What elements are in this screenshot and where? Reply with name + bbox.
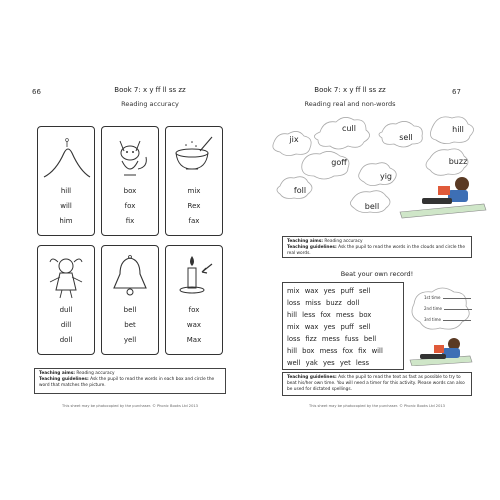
card-word[interactable]: wax <box>186 321 202 329</box>
right-footer: This sheet may be photocopied by the purchaser. © Phonic Books Ltd 2013 <box>309 404 445 408</box>
aims-label: Teaching aims: <box>39 371 76 376</box>
card-word[interactable]: fox <box>188 306 200 314</box>
time-entry-2[interactable]: 2nd time <box>424 306 472 311</box>
guidelines-text: Ask the pupil to read the words in the clouds and circle the real words. <box>287 245 465 256</box>
guidelines-text: Ask the pupil to read the words in each box and circle the word that matches the picture. <box>39 377 215 388</box>
grid-row: loss miss buzz doll <box>287 299 360 307</box>
right-page-subtitle: Reading real and non-words <box>304 100 396 108</box>
right-page-title: Book 7: x y ff ll ss zz <box>314 86 386 94</box>
card-word[interactable]: hill <box>60 187 72 195</box>
cloud-word[interactable]: buzz <box>448 157 468 166</box>
grid-row: well yak yes yet less <box>287 359 370 367</box>
cloud-word[interactable]: hill <box>452 125 464 134</box>
right-teaching-box-2 <box>282 372 472 396</box>
word-card-hill <box>37 126 95 236</box>
word-card-doll <box>37 245 95 355</box>
aims-text: Reading accuracy <box>324 239 363 244</box>
left-page-number: 66 <box>32 88 41 96</box>
card-word[interactable]: fax <box>188 217 200 225</box>
cloud-word[interactable]: sell <box>399 133 413 142</box>
card-word[interactable]: dill <box>60 321 72 329</box>
cloud-word[interactable]: goff <box>331 158 347 167</box>
time-entry-1[interactable]: 1st time <box>424 295 471 300</box>
cloud-word[interactable]: bell <box>364 202 380 211</box>
cloud-shape <box>314 117 369 149</box>
card-word[interactable]: bell <box>123 306 137 314</box>
fox-icon <box>102 131 158 183</box>
left-page-title: Book 7: x y ff ll ss zz <box>114 86 186 94</box>
card-word[interactable]: box <box>123 187 137 195</box>
left-page-subtitle: Reading accuracy <box>121 100 179 108</box>
candle-wax-icon <box>166 250 222 302</box>
word-card-fox <box>101 126 159 236</box>
guidelines-text: Ask the pupil to read the text as fast as possible to try to beat his/her own time. You will need a timer for this activity. Please words can also be used for dictated spellings. <box>287 375 465 392</box>
grid-row: loss fizz mess fuss bell <box>287 335 377 343</box>
card-word[interactable]: dull <box>59 306 73 314</box>
grid-row: mix wax yes puff sell <box>287 287 371 295</box>
guidelines-label: Teaching guidelines: <box>287 245 337 250</box>
card-word[interactable]: bet <box>124 321 136 329</box>
guidelines-label: Teaching guidelines: <box>39 377 89 382</box>
grid-row: hill less fox mess box <box>287 311 372 319</box>
card-word[interactable]: yell <box>123 336 137 344</box>
guidelines-label: Teaching guidelines: <box>287 375 337 380</box>
card-word[interactable]: fox <box>124 202 136 210</box>
word-grid <box>282 282 404 370</box>
record-title: Beat your own record! <box>340 270 414 278</box>
card-word[interactable]: Rex <box>187 202 201 210</box>
cloud-word[interactable]: jix <box>289 135 299 144</box>
card-word[interactable]: mix <box>187 187 201 195</box>
doll-icon <box>38 250 94 302</box>
aims-text: Reading accuracy <box>76 371 115 376</box>
grid-row: hill box mess fox fix will <box>287 347 383 355</box>
card-word[interactable]: him <box>59 217 73 225</box>
reading-child-icon-2 <box>408 334 474 366</box>
left-teaching-box <box>34 368 226 394</box>
card-word[interactable]: will <box>60 202 72 210</box>
cloud-word[interactable]: yig <box>379 172 393 181</box>
grid-row: mix wax yes puff sell <box>287 323 371 331</box>
right-page-number: 67 <box>452 88 461 96</box>
word-card-bell <box>101 245 159 355</box>
card-word[interactable]: fix <box>125 217 135 225</box>
right-teaching-box <box>282 236 472 258</box>
reading-child-icon <box>400 177 486 218</box>
time-entry-3[interactable]: 3rd time <box>424 317 471 322</box>
left-footer: This sheet may be photocopied by the purchaser. © Phonic Books Ltd 2013 <box>62 404 198 408</box>
word-card-wax <box>165 245 223 355</box>
bell-icon <box>102 250 158 302</box>
card-word[interactable]: doll <box>59 336 73 344</box>
word-card-mix <box>165 126 223 236</box>
cloud-word[interactable]: cull <box>342 124 356 133</box>
mixing-bowl-icon <box>166 131 222 183</box>
card-word[interactable]: Max <box>186 336 202 344</box>
hill-icon <box>38 131 94 183</box>
aims-label: Teaching aims: <box>287 239 324 244</box>
cloud-word[interactable]: foll <box>293 186 307 195</box>
